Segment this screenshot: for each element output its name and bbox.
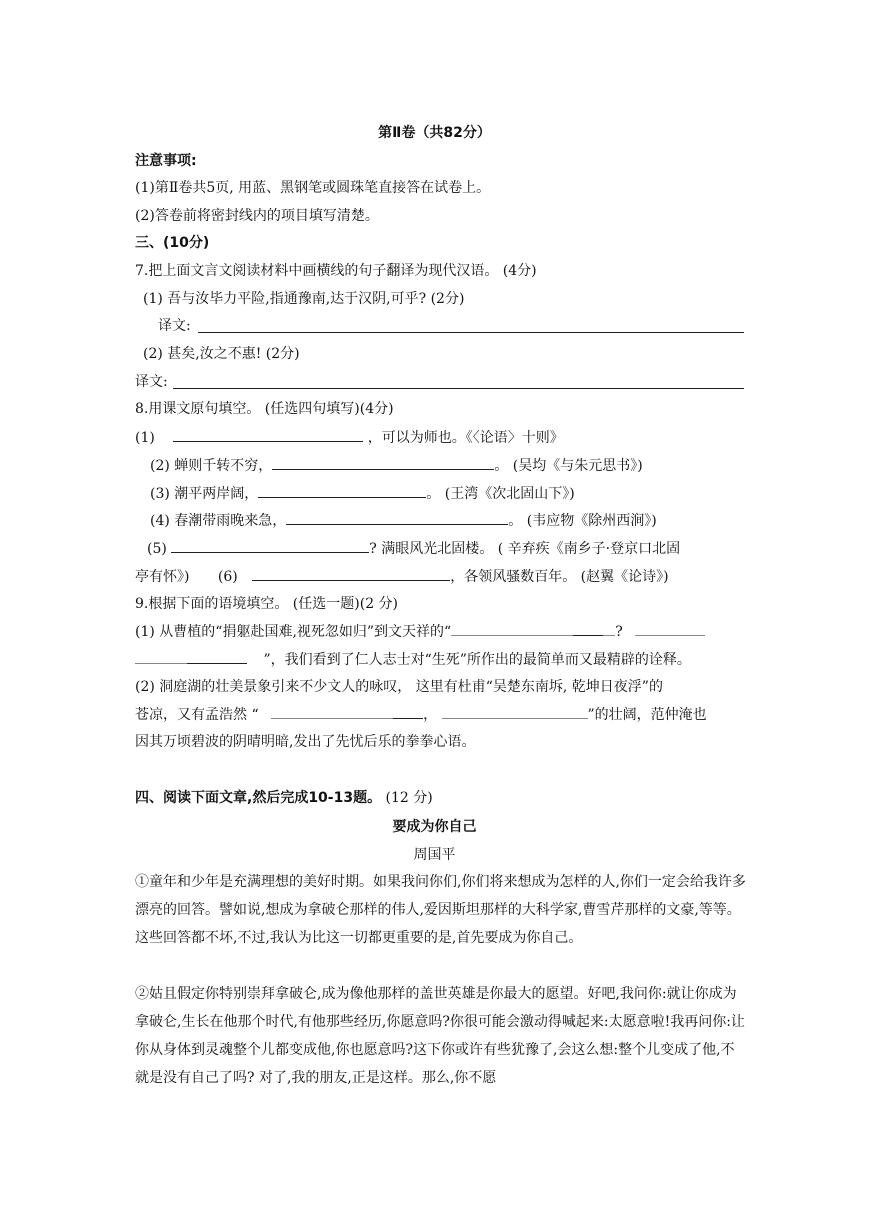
question-9-1-cont <box>135 649 691 670</box>
blank-8-5[interactable] <box>171 538 369 553</box>
question-8-6-tail: ，各领风骚数百年。 (赵翼《论诗》) <box>450 569 669 585</box>
translation-answer-line-1[interactable] <box>198 332 744 333</box>
question-8-1-tail: ，可以为师也。《〈论语〉十则》 <box>367 430 564 446</box>
blank-9-1-b[interactable] <box>573 621 603 636</box>
question-8-5-6 <box>135 566 669 587</box>
question-8-1 <box>135 427 564 448</box>
question-8-2 <box>150 455 643 476</box>
question-8: 8.用课文原句填空。 (任选四句填写)(4分) <box>135 401 394 417</box>
question-8-5-number: (5) <box>147 541 167 557</box>
blank-9-2-c[interactable] <box>442 704 588 719</box>
blank-8-4[interactable] <box>286 510 508 525</box>
translation-label-1: 译文: <box>158 318 191 334</box>
part4-heading-line <box>135 788 433 808</box>
question-9-2-end: 因其万顷碧波的阴晴明暗,发出了先忧后乐的拳拳心语。 <box>135 734 476 750</box>
notice-item-2: (2)答卷前将密封线内的项目填写清楚。 <box>135 208 379 224</box>
blank-9-1-f[interactable] <box>187 649 247 664</box>
part4-heading: 四、阅读下面文章,然后完成10-13题。 <box>135 790 382 806</box>
question-9: 9.根据下面的语境填空。 (任选一题)(2 分) <box>135 596 399 612</box>
question-9-2-text-c: ， <box>423 707 438 723</box>
question-8-3-head: (3) 潮平两岸阔， <box>150 486 259 502</box>
article-author: 周国平 <box>413 847 456 863</box>
notice-heading: 注意事项: <box>135 153 197 169</box>
question-8-5-cont: 亭有怀》) <box>135 569 190 585</box>
question-8-5-tail: ? 满眼风光北固楼。 ( 辛弃疾《南乡子·登京口北固 <box>369 541 681 557</box>
article-title: 要成为你自己 <box>392 819 477 835</box>
question-9-2-cont <box>135 704 707 725</box>
article-paragraph-1: ①童年和少年是充满理想的美好时期。如果我问你们,你们将来想成为怎样的人,你们一定会给我许多漂亮的回答。譬如说,想成为拿破仑那样的伟人,爱因斯坦那样的大科学家,曹雪芹那样的文豪,等等。这些回答都不坏,不过,我认为比这一切都更重要的是,首先要成为你自己。 <box>135 874 746 946</box>
article-paragraph-2: ②姑且假定你特别崇拜拿破仑,成为像他那样的盖世英雄是你最大的愿望。好吧,我问你:就让你成为拿破仑,生长在他那个时代,有他那些经历,你愿意吗?你很可能会激动得喊起来:太愿意啦!我再问你:让你从身体到灵魂整个儿都变成他,你也愿意吗?这下你或许有些犹豫了,会这么想:整个儿变成了他,不就是没有自己了吗? 对了,我的朋友,正是这样。那么,你不愿 <box>135 986 745 1086</box>
question-8-2-head: (2) 蝉则千转不穷， <box>150 458 273 474</box>
translation-answer-line-2[interactable] <box>173 388 744 389</box>
blank-9-1-a[interactable] <box>451 621 573 636</box>
blank-9-1-e[interactable] <box>135 649 187 664</box>
part4-points: (12 分) <box>385 790 433 806</box>
question-8-6-number: (6) <box>217 569 238 585</box>
blank-9-2-a[interactable] <box>271 704 393 719</box>
question-8-3 <box>150 483 575 504</box>
blank-9-2-b[interactable] <box>393 704 423 719</box>
blank-9-1-c[interactable] <box>603 621 615 636</box>
question-8-1-number: (1) <box>135 430 155 446</box>
question-8-3-tail: 。 (王湾《次北固山下》) <box>426 486 575 502</box>
question-7: 7.把上面文言文阅读材料中画横线的句子翻译为现代汉语。 (4分) <box>135 263 537 279</box>
translation-label-2: 译文: <box>135 374 168 390</box>
question-8-4-head: (4) 春潮带雨晚来急， <box>150 513 287 529</box>
blank-8-3[interactable] <box>258 483 426 498</box>
question-8-4 <box>150 510 657 531</box>
blank-9-1-d[interactable] <box>635 621 705 636</box>
notice-item-1: (1)第Ⅱ卷共5页, 用蓝、黑钢笔或圆珠笔直接答在试卷上。 <box>135 180 491 196</box>
blank-8-1[interactable] <box>173 427 363 442</box>
question-9-1-text-b: ? <box>615 624 623 640</box>
question-7-1: (1) 吾与汝毕力平险,指通豫南,达于汉阴,可乎? (2分) <box>143 291 465 307</box>
question-8-5 <box>147 538 680 559</box>
blank-8-2[interactable] <box>272 455 494 470</box>
blank-8-6[interactable] <box>252 566 450 581</box>
question-9-2-text-d: ”的壮阔，范仲淹也 <box>587 707 707 723</box>
question-9-1-text-a: (1) 从曹植的“捐躯赴国难,视死忽如归”到文天祥的“ <box>135 624 452 640</box>
question-8-4-tail: 。 (韦应物《除州西涧》) <box>508 513 657 529</box>
question-9-1-text-c: ”，我们看到了仁人志士对“生死”所作出的最简单而又最精辟的诠释。 <box>263 652 691 668</box>
question-7-2: (2) 甚矣,汝之不惠! (2分) <box>143 346 300 362</box>
question-9-2: (2) 洞庭湖的壮美景象引来不少文人的咏叹， 这里有杜甫“吴楚东南坼, 乾坤日夜浮”的 <box>135 679 663 695</box>
question-9-1 <box>135 621 705 642</box>
section-title: 第Ⅱ卷（共82分） <box>378 125 491 141</box>
question-9-2-text-b: 苍凉，又有孟浩然 “ <box>135 707 259 723</box>
question-8-2-tail: 。 (吴均《与朱元思书》) <box>494 458 643 474</box>
part3-heading: 三、(10分) <box>135 235 210 251</box>
